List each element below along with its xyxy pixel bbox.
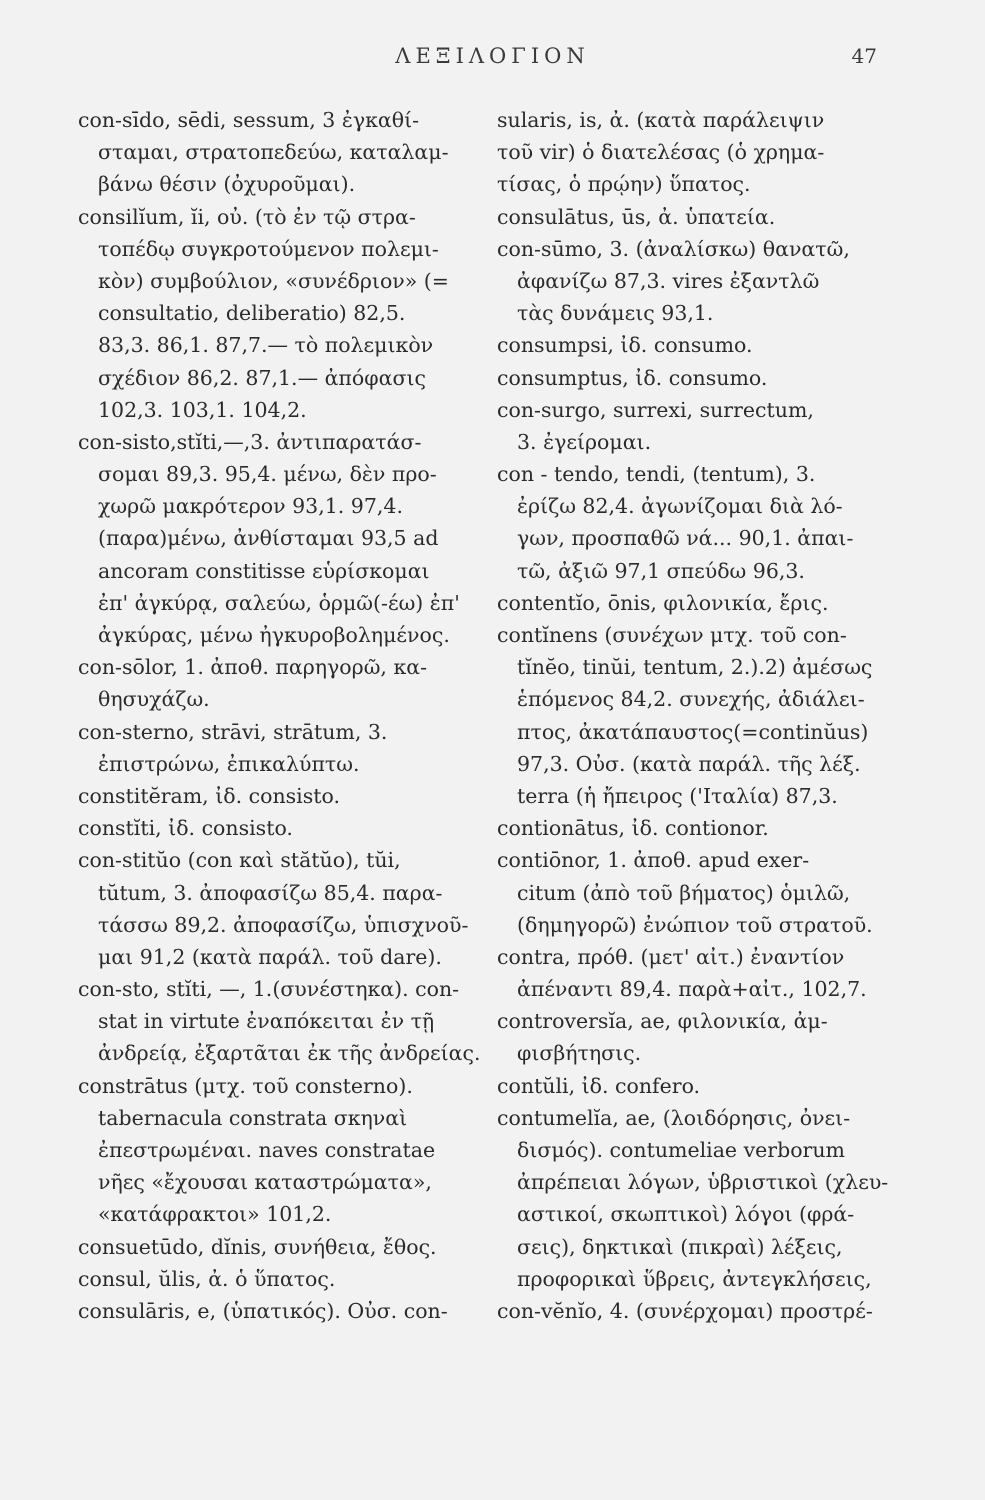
entry-line: (παρα)μένω, ἀνθίσταμαι 93,5 ad (98, 526, 439, 551)
entry-line: constitĕram, ἰδ. consisto. (78, 783, 340, 808)
entry-line: τάσσω 89,2. ἀποφασίζω, ὑπισχνοῦ- (98, 912, 469, 937)
entry-line: τοῦ vir) ὁ διατελέσας (ὁ χρημα- (497, 140, 825, 165)
entry-line: ἀπρέπειαι λόγων, ὑβριστικοὶ (χλευ- (517, 1170, 889, 1195)
entry-line: con-sōlor, 1. ἀποθ. παρηγορῶ, κα- (78, 655, 428, 680)
entry-line: terra (ἡ ἤπειρος ('Ιταλία) 87,3. (517, 783, 838, 808)
entry-line: constĭti, ἰδ. consisto. (78, 816, 293, 841)
entry-line: φισβήτησις. (517, 1041, 642, 1066)
entry-line: ἐπεστρωμέναι. naves constratae (98, 1138, 436, 1162)
entry-line: βάνω θέσιν (ὀχυροῦμαι). (98, 172, 356, 197)
entry-line: σχέδιον 86,2. 87,1.— ἀπόφασις (98, 365, 426, 390)
entry-line: μαι 91,2 (κατὰ παράλ. τοῦ dare). (98, 944, 442, 969)
entry-line: χωρῶ μακρότερον 93,1. 97,4. (98, 494, 403, 519)
entry-line: consuetūdo, dĭnis, συνήθεια, ἔθος. (78, 1234, 437, 1259)
entry-line: 97,3. Οὐσ. (κατὰ παράλ. τῆς λέξ. (517, 751, 861, 776)
entry-line: γων, προσπαθῶ νά... 90,1. ἀπαι- (517, 526, 854, 551)
entry-line: ἀνδρείᾳ, ἐξαρτᾶται ἐκ τῆς ἀνδρείας. (98, 1041, 481, 1066)
entry-line: τίσας, ὁ πρῴην) ὕπατος. (497, 172, 751, 197)
entry-line: ἐπιστρώνω, ἐπικαλύπτω. (98, 751, 360, 776)
entry-line: tŭtum, 3. ἀποφασίζω 85,4. παρα- (98, 880, 443, 905)
entry-line: θησυχάζω. (98, 687, 210, 712)
entry-line: προφορικαὶ ὕβρεις, ἀντεγκλήσεις, (517, 1266, 872, 1291)
entry-line: consulāris, e, (ὑπατικός). Οὐσ. con- (78, 1298, 448, 1323)
entry-line: ἀγκύρας, μένω ἠγκυροβολημένος. (98, 623, 450, 647)
entry-line: consilĭum, ĭi, οὐ. (τὸ ἐν τῷ στρα- (78, 204, 416, 229)
entry-line: con-sisto,stĭti,—,3. ἀντιπαρατάσ- (78, 429, 422, 454)
entry-line: ἀπέναντι 89,4. παρὰ+αἰτ., 102,7. (517, 977, 867, 1002)
entry-line: contiōnor, 1. ἀποθ. apud exer- (497, 848, 810, 873)
entry-line: con-sterno, strāvi, strātum, 3. (78, 719, 388, 744)
entry-line: stat in virtute ἐναπόκειται ἐν τῇ (98, 1009, 435, 1034)
page-title: ΛΕΞΙΛΟΓΙΟΝ (395, 44, 590, 68)
entry-line: δισμός). contumeliae verborum (517, 1138, 845, 1162)
entry-line: contĭnens (συνέχων μτχ. τοῦ con- (497, 623, 847, 647)
entry-line: tabernacula constrata σκηναὶ (98, 1105, 408, 1130)
entry-line: σομαι 89,3. 95,4. μένω, δὲν προ- (98, 462, 437, 487)
entry-line: σταμαι, στρατοπεδεύω, καταλαμ- (98, 140, 449, 165)
entry-line: 3. ἐγείρομαι. (517, 429, 652, 454)
entry-line: νῆες «ἔχουσαι καταστρώματα», (98, 1170, 432, 1195)
entry-line: 102,3. 103,1. 104,2. (98, 397, 307, 422)
entry-line: 83,3. 86,1. 87,7.— τὸ πολεμικὸν (98, 333, 434, 358)
entry-line: con-surgo, surrexi, surrectum, (497, 397, 814, 422)
entry-line: κὸν) συμβούλιον, «συνέδριον» (= (98, 268, 449, 293)
entry-line: consumptus, ἰδ. consumo. (497, 365, 768, 390)
entry-line: sularis, is, ἀ. (κατὰ παράλειψιν (497, 108, 825, 132)
entry-line: τὰς δυνάμεις 93,1. (517, 301, 714, 326)
entry-line: consulātus, ūs, ἀ. ὑπατεία. (497, 204, 776, 229)
entry-line: ancoram constitisse εὑρίσκομαι (98, 558, 430, 583)
left-column (78, 104, 483, 1327)
entry-line: constrātus (μτχ. τοῦ consterno). (78, 1073, 413, 1098)
entry-line: πτος, ἀκατάπαυστος(=continŭus) (517, 719, 869, 744)
entry-line: consul, ŭlis, ἀ. ὁ ὕπατος. (78, 1266, 336, 1291)
entry-line: con-sto, stĭti, —, 1.(συνέστηκα). con- (78, 977, 460, 1002)
entry-line: contumelĭa, ae, (λοιδόρησις, ὀνει- (497, 1105, 851, 1130)
entry-line: con - tendo, tendi, (tentum), 3. (497, 462, 816, 487)
right-column (497, 104, 902, 1327)
entry-line: consumpsi, ἰδ. consumo. (497, 333, 753, 358)
entry-line: contŭli, ἰδ. confero. (497, 1073, 701, 1098)
entry-line: controversĭa, ae, φιλονικία, ἀμ- (497, 1009, 828, 1034)
entry-line: ἐρίζω 82,4. ἀγωνίζομαι διὰ λό- (517, 494, 843, 519)
entry-line: (δημηγορῶ) ἐνώπιον τοῦ στρατοῦ. (517, 912, 873, 937)
entry-line: τῶ, ἀξιῶ 97,1 σπεύδω 96,3. (517, 558, 805, 583)
entry-line: contra, πρόθ. (μετ' αἰτ.) ἐναντίον (497, 944, 845, 969)
page-header (0, 44, 985, 84)
entry-line: contentĭo, ōnis, φιλονικία, ἔρις. (497, 590, 829, 615)
entry-line: σεις), δηκτικαὶ (πικραὶ) λέξεις, (517, 1234, 843, 1259)
entry-line: ἑπόμενος 84,2. συνεχής, ἀδιάλει- (517, 687, 865, 712)
entry-line: αστικοί, σκωπτικοὶ) λόγοι (φρά- (517, 1202, 855, 1227)
entry-line: «κατάφρακτοι» 101,2. (98, 1202, 332, 1227)
entry-line: con-vĕnĭo, 4. (συνέρχομαι) προστρέ- (497, 1298, 873, 1323)
entry-line: con-stitŭo (con καὶ stătŭo), tŭi, (78, 848, 401, 873)
entry-line: tĭnĕo, tinŭi, tentum, 2.).2) ἀμέσως (517, 655, 873, 680)
page-number: 47 (851, 44, 877, 68)
entry-line: ἐπ' ἀγκύρᾳ, σαλεύω, ὁρμῶ(-έω) ἐπ' (98, 590, 460, 615)
entry-line: τοπέδῳ συγκροτούμενον πολεμι- (98, 236, 439, 261)
entry-line: citum (ἀπὸ τοῦ βήματος) ὁμιλῶ, (517, 880, 851, 905)
entry-line: consultatio, deliberatio) 82,5. (98, 301, 406, 326)
entry-line: ἀφανίζω 87,3. vires ἐξαντλῶ (517, 268, 820, 293)
entry-line: con-sīdo, sēdi, sessum, 3 ἐγκαθί- (78, 108, 420, 132)
entry-line: contionātus, ἰδ. contionor. (497, 816, 769, 841)
entry-line: con-sūmo, 3. (ἀναλίσκω) θανατῶ, (497, 236, 850, 261)
